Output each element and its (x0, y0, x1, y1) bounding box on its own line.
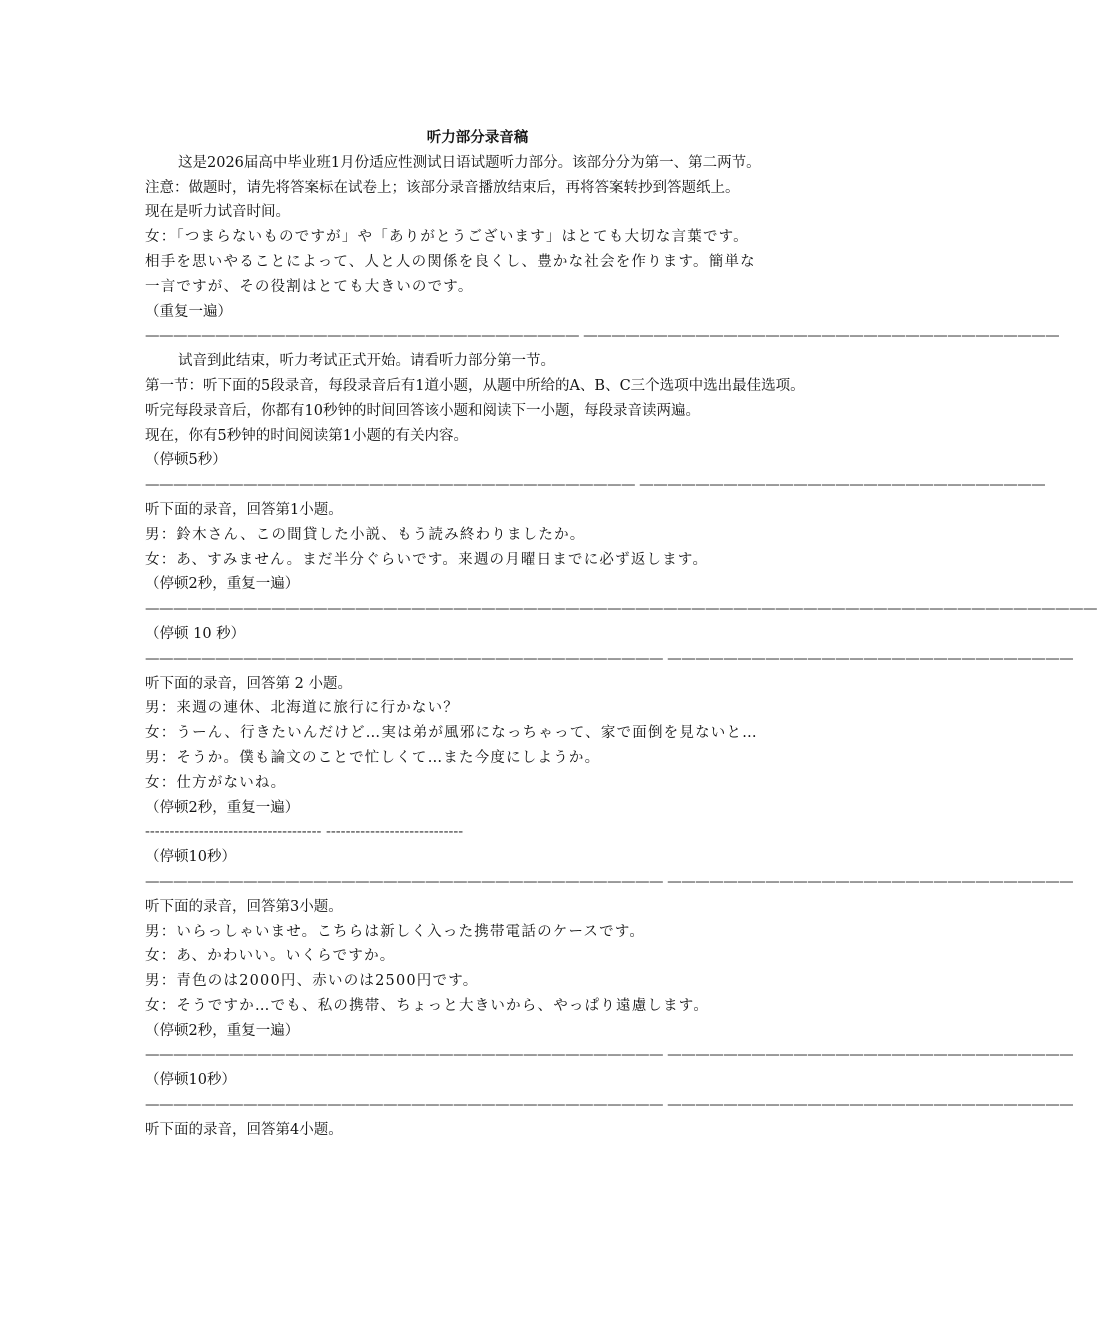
separator: ————————————————————————————————————— ————————————————————————————— (145, 1047, 1074, 1064)
trial-line-3: 一言ですが、その役割はとても大きいのです。 (145, 278, 474, 295)
separator: ————————————————————————————————————— ————————————————————————————— (145, 1097, 1074, 1114)
trial-end: 试音到此结束，听力考试正式开始。请看听力部分第一节。 (178, 353, 555, 370)
intro-paragraph: 这是2026届高中毕业班1月份适应性测试日语试题听力部分。该部分分为第一、第二两节。 (178, 154, 761, 171)
q2-line-2: 女：うーん、行きたいんだけど…実は弟が風邪になっちゃって、家で面倒を見ないと… (145, 725, 758, 742)
transcript-page (145, 126, 1097, 1143)
pause-repeat-note: （停顿2秒，重复一遍） (145, 576, 300, 593)
q1-title: 听下面的录音，回答第1小题。 (145, 501, 343, 518)
q3-line-1: 男：いらっしゃいませ。こちらは新しく入った携帯電話のケースです。 (145, 923, 646, 940)
q2-line-1: 男：来週の連休、北海道に旅行に行かない？ (145, 700, 459, 717)
separator: ————————————————————————————————————— ————————————————————————————— (145, 873, 1074, 890)
q2-line-4: 女：仕方がないね。 (145, 774, 287, 791)
pause-note: （停顿5秒） (145, 452, 227, 469)
pause-note: （停顿 10 秒） (145, 625, 246, 642)
page-title: 听力部分录音稿 (426, 130, 529, 146)
pause-note: （停顿10秒） (145, 1072, 236, 1089)
q3-line-4: 女：そうですか…でも、私の携帯、ちょっと大きいから、やっぱり遠慮します。 (145, 997, 710, 1014)
trial-line-1: 女：「つまらないものですが」や「ありがとうございます」はとても大切な言葉です。 (145, 229, 749, 246)
separator: ———————————————————————————————————————————————————————————————————— (145, 601, 1097, 618)
q3-line-3: 男：青色のは2000円、赤いのは2500円です。 (145, 973, 479, 990)
separator: ——————————————————————————————— —————————————————————————————————— (145, 328, 1060, 345)
separator: ——————————————————————————————————— ————————————————————————————— (145, 477, 1046, 494)
q4-title: 听下面的录音，回答第4小题。 (145, 1121, 343, 1138)
notice-paragraph: 注意：做题时，请先将答案标在试卷上；该部分录音播放结束后，再将答案转抄到答题纸上。 (145, 179, 740, 196)
q3-title: 听下面的录音，回答第3小题。 (145, 898, 343, 915)
pause-repeat-note: （停顿2秒，重复一遍） (145, 1022, 300, 1039)
q1-line-1: 男：鈴木さん、この間貸した小説、もう読み終わりましたか。 (145, 526, 586, 543)
pause-repeat-note: （停顿2秒，重复一遍） (145, 799, 300, 816)
section1-instructions: 第一节：听下面的5段录音，每段录音后有1道小题，从题中所给的A、B、C三个选项中选出最佳选项。听完每段录音后，你都有10秒钟的时间回答该小题和阅读下一小题，每段录音读两遍。 (145, 377, 805, 419)
trial-line-2: 相手を思いやることによって、人と人の関係を良くし、豊かな社会を作ります。簡単な (145, 253, 756, 270)
q3-line-2: 女：あ、かわいい。いくらですか。 (145, 948, 396, 965)
separator: ------------------------------------ ---------------------------- (145, 824, 464, 841)
q2-line-3: 男：そうか。僕も論文のことで忙しくて…また今度にしようか。 (145, 749, 601, 766)
repeat-note: （重复一遍） (145, 303, 232, 320)
separator: ————————————————————————————————————— ————————————————————————————— (145, 650, 1074, 667)
q2-title: 听下面的录音，回答第 2 小题。 (145, 675, 352, 692)
trial-start: 现在是听力试音时间。 (145, 204, 290, 221)
pause-note: （停顿10秒） (145, 849, 236, 866)
read-q1: 现在，你有5秒钟的时间阅读第1小题的有关内容。 (145, 427, 468, 444)
q1-line-2: 女：あ、すみません。まだ半分ぐらいです。来週の月曜日までに必ず返します。 (145, 551, 709, 568)
